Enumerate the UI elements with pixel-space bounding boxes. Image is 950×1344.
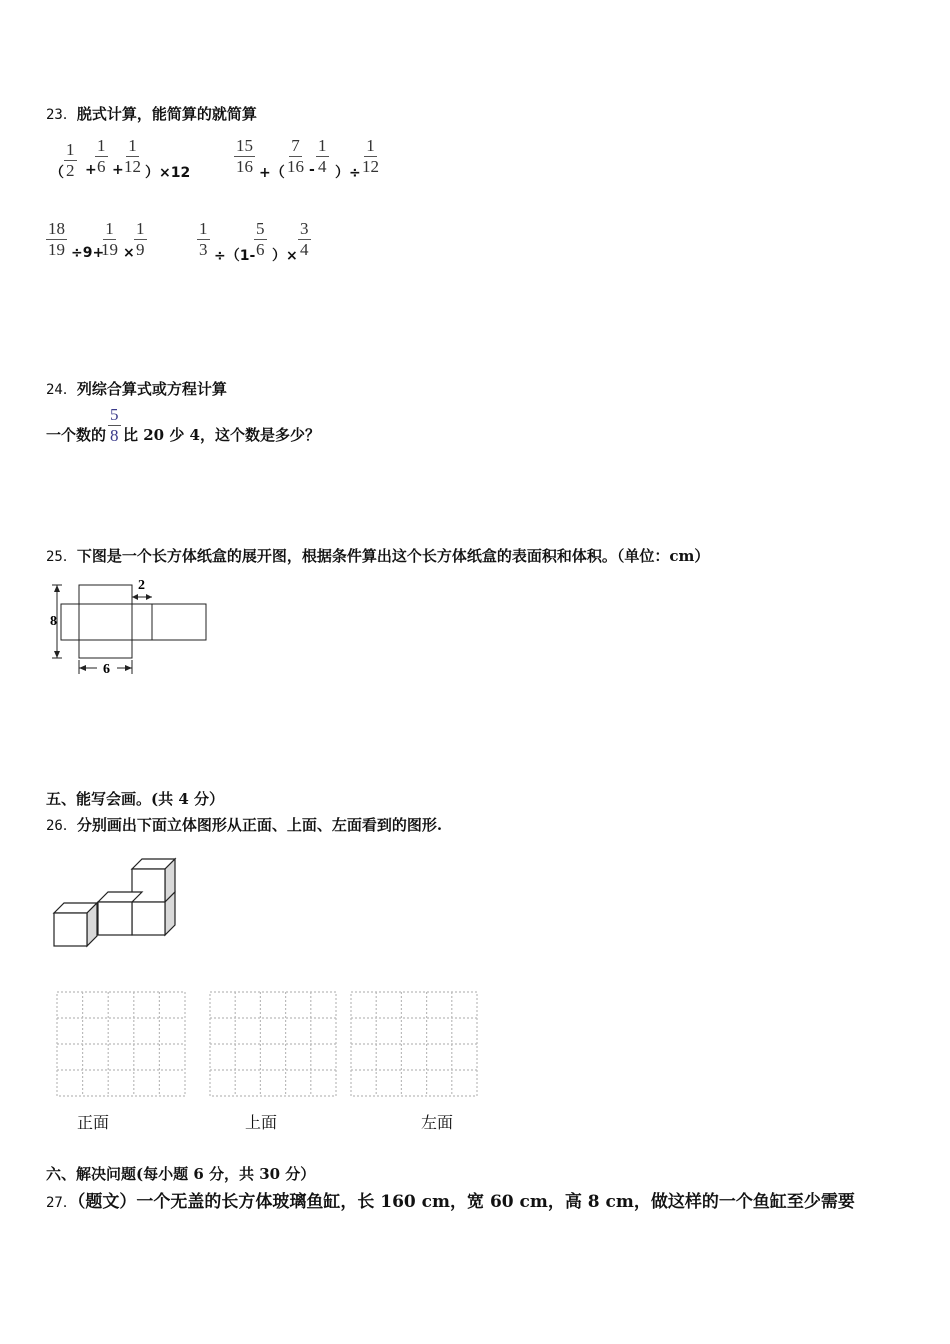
fraction-7-16: $\frac{7}{16}$ [287, 136, 304, 176]
top-view-label: 上面 [245, 1113, 278, 1132]
plus-sign: + [85, 162, 97, 178]
q25-number: 25． [46, 549, 77, 565]
cube-stack-figure [48, 852, 183, 952]
q23-heading [46, 103, 257, 124]
q23-title: 脱式计算，能简算的就简算 [76, 105, 257, 123]
q24-text-before: 一个数的 [46, 426, 107, 444]
q26-heading [46, 814, 442, 835]
plus-paren: +（ [259, 165, 285, 181]
fraction-1-12: $\frac{1}{12}$ [362, 136, 379, 176]
fraction-1-3: $\frac{1}{3}$ [199, 219, 208, 259]
front-view-grid[interactable] [55, 990, 190, 1100]
width-label: 6 [103, 662, 110, 677]
divide-plus: ÷9+ [71, 245, 105, 261]
paren-times: ）× [272, 248, 298, 264]
q25-heading [46, 545, 709, 566]
q24-number: 24． [46, 382, 77, 398]
top-view-grid[interactable] [208, 990, 343, 1100]
times-sign: × [123, 245, 135, 261]
fraction-1-4: $\frac{1}{4}$ [318, 136, 327, 176]
q26-title: 分别画出下面立体图形从正面、上面、左面看到的图形. [76, 816, 443, 834]
box-net-diagram [40, 574, 220, 678]
fraction-1-12: $\frac{1}{12}$ [124, 136, 141, 176]
front-view-label: 正面 [77, 1113, 110, 1132]
net-left-face [61, 604, 79, 640]
q23-number: 23． [46, 107, 77, 123]
fraction-1-2: $\frac{1}{2}$ [66, 140, 75, 180]
fraction-1-19: $\frac{1}{19}$ [101, 219, 118, 259]
fraction-3-4: $\frac{3}{4}$ [300, 219, 309, 259]
q27-line [46, 1187, 855, 1212]
net-top-face [79, 585, 132, 604]
fraction-5-6: $\frac{5}{6}$ [256, 219, 265, 259]
q27-number: 27． [46, 1195, 77, 1211]
fraction-1-9: $\frac{1}{9}$ [136, 219, 145, 259]
paren-open: （ [50, 165, 64, 181]
height-label: 8 [50, 614, 57, 629]
left-view-grid[interactable] [349, 990, 484, 1100]
paren-close-times: ）×12 [145, 165, 191, 181]
depth-label: 2 [138, 578, 145, 593]
paren-divide: ）÷ [335, 165, 361, 181]
left-view-label: 左面 [421, 1113, 454, 1132]
section-6-title: 六、解决问题(每小题 6 分，共 30 分） [46, 1165, 316, 1183]
net-back-face [152, 604, 206, 640]
q24-text-after: 比 20 少 4，这个数是多少？ [123, 426, 320, 444]
fraction-15-16: $\frac{15}{16}$ [236, 136, 253, 176]
fraction-1-6: $\frac{1}{6}$ [97, 136, 106, 176]
q24-title: 列综合算式或方程计算 [76, 380, 227, 398]
section-5-title: 五、能写会画。(共 4 分） [46, 790, 224, 808]
fraction-5-8: $\frac{5}{8}$ [110, 405, 119, 445]
net-front-face [79, 604, 132, 640]
minus-sign: - [309, 162, 315, 178]
q27-text: （题文）一个无盖的长方体玻璃鱼缸，长 160 cm，宽 60 cm，高 8 cm，做这样的一个鱼缸至少需要 [76, 1192, 855, 1212]
q24-heading [46, 378, 227, 399]
net-right-face [132, 604, 152, 640]
plus-sign: + [112, 162, 124, 178]
q26-number: 26． [46, 818, 77, 834]
q25-title: 下图是一个长方体纸盒的展开图，根据条件算出这个长方体纸盒的表面积和体积。（单位：cm） [76, 547, 710, 565]
divide-paren: ÷（1- [214, 248, 256, 264]
fraction-18-19: $\frac{18}{19}$ [48, 219, 65, 259]
net-bottom-face [79, 640, 132, 658]
